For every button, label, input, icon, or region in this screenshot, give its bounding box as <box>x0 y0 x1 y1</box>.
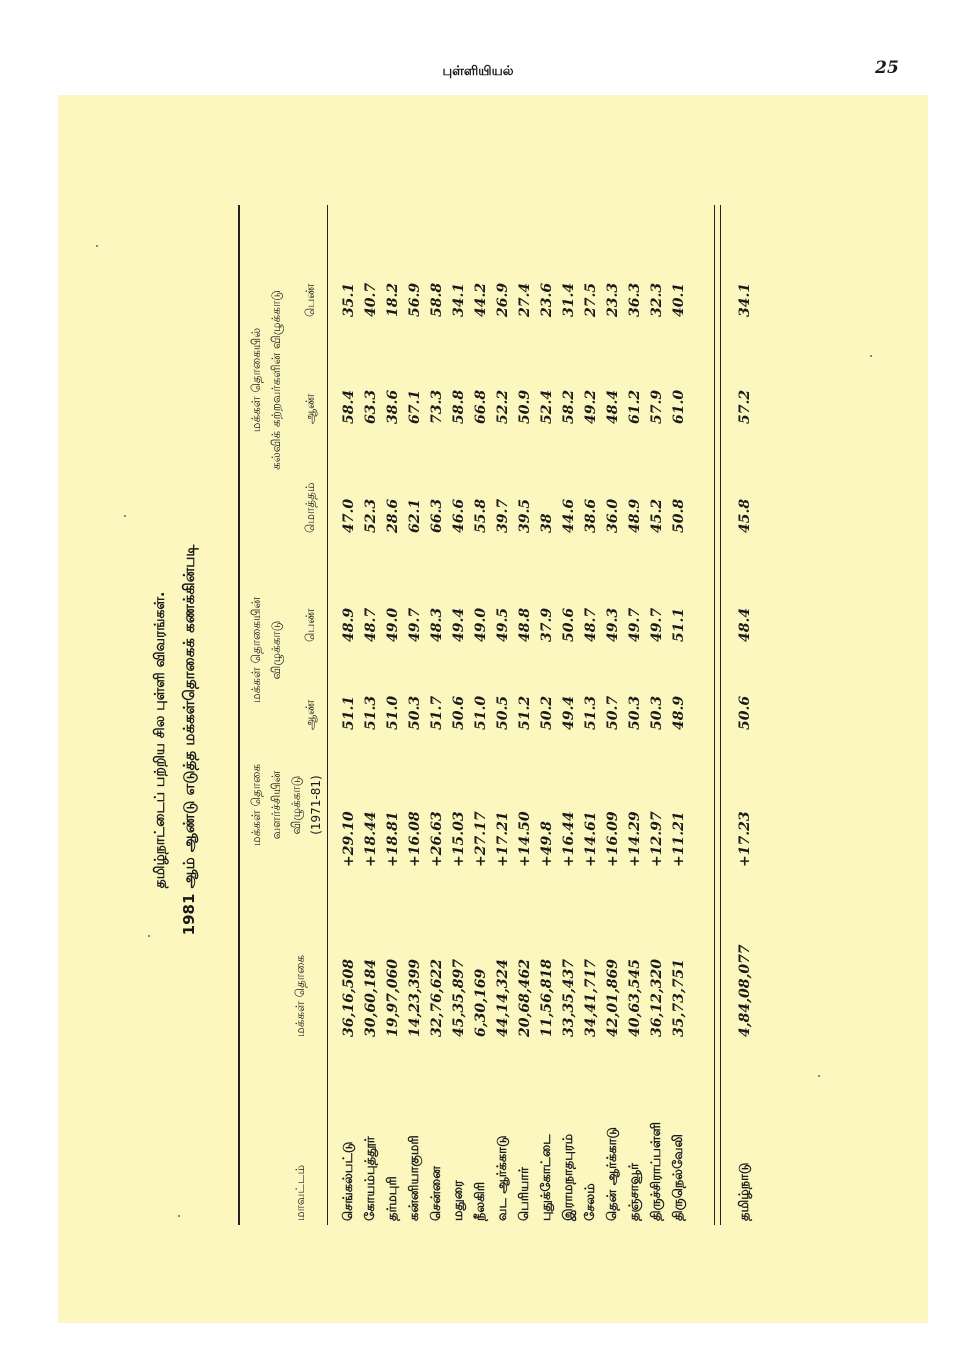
literacy-male: 52.2 <box>495 389 511 424</box>
district-name: நீலகிரி <box>473 1181 488 1221</box>
female-percent: 48.8 <box>517 607 533 642</box>
growth-value: +16.08 <box>407 811 423 867</box>
header-literacy-total: மொத்தம் <box>303 482 317 533</box>
header-rule <box>327 205 328 1225</box>
table-title: தமிழ்நாட்டைப் பற்றிய சில புள்ளி விவரங்கள். <box>152 591 168 889</box>
table-row <box>558 205 580 1275</box>
table-row <box>602 205 624 1275</box>
paper-speck <box>870 355 872 357</box>
total-male-percent: 50.6 <box>737 695 753 730</box>
literacy-male: 58.2 <box>561 389 577 424</box>
table-row <box>580 205 602 1275</box>
literacy-female: 56.9 <box>407 282 423 317</box>
literacy-male: 49.2 <box>583 389 599 424</box>
district-name: செங்கல்பட்டு <box>341 1141 356 1221</box>
female-percent: 49.7 <box>627 607 643 642</box>
literacy-male: 57.9 <box>649 389 665 424</box>
literacy-female: 36.3 <box>627 282 643 317</box>
district-name: திருச்சிராப்பள்ளி <box>649 1121 664 1221</box>
female-percent: 49.4 <box>451 607 467 642</box>
population-value: 20,68,462 <box>517 959 533 1037</box>
literacy-male: 61.0 <box>671 389 687 424</box>
total-label: தமிழ்நாடு <box>737 1162 752 1221</box>
female-percent: 48.7 <box>363 607 379 642</box>
district-name: திருநெல்வேலி <box>671 1134 686 1221</box>
total-row <box>734 205 756 1275</box>
population-value: 6,30,169 <box>473 968 489 1037</box>
female-percent: 48.3 <box>429 607 445 642</box>
population-value: 36,12,320 <box>649 959 665 1037</box>
district-name: மதுரை <box>451 1180 466 1221</box>
total-literacy-male: 57.2 <box>737 389 753 424</box>
literacy-total: 66.3 <box>429 498 445 533</box>
literacy-female: 26.9 <box>495 282 511 317</box>
paper-speck <box>818 1075 820 1077</box>
total-female-percent: 48.4 <box>737 607 753 642</box>
male-percent: 50.5 <box>495 695 511 730</box>
table-row <box>492 205 514 1275</box>
literacy-male: 58.8 <box>451 389 467 424</box>
header-growth: மக்கள் தொகை வளர்ச்சியின் விழுக்காடு (1971-81) <box>249 763 323 847</box>
page-header <box>0 58 966 88</box>
literacy-female: 23.3 <box>605 282 621 317</box>
female-percent: 37.9 <box>539 607 555 642</box>
literacy-total: 48.9 <box>627 498 643 533</box>
population-value: 33,35,437 <box>561 959 577 1037</box>
male-percent: 50.7 <box>605 695 621 730</box>
growth-value: +14.29 <box>627 811 643 867</box>
female-percent: 51.1 <box>671 607 687 642</box>
population-value: 34,41,717 <box>583 959 599 1037</box>
growth-value: +16.44 <box>561 811 577 867</box>
literacy-male: 52.4 <box>539 389 555 424</box>
table-row <box>646 205 668 1275</box>
growth-value: +17.21 <box>495 811 511 867</box>
female-percent: 49.0 <box>473 607 489 642</box>
literacy-male: 63.3 <box>363 389 379 424</box>
female-percent: 49.3 <box>605 607 621 642</box>
literacy-total: 39.7 <box>495 498 511 533</box>
female-percent: 48.9 <box>341 607 357 642</box>
population-value: 45,35,897 <box>451 959 467 1037</box>
literacy-male: 66.8 <box>473 389 489 424</box>
growth-value: +18.81 <box>385 811 401 867</box>
header-female: பெண் <box>303 608 317 642</box>
literacy-female: 32.3 <box>649 282 665 317</box>
paper-speck <box>124 515 126 517</box>
male-percent: 50.2 <box>539 695 555 730</box>
population-value: 36,16,508 <box>341 959 357 1037</box>
table-row <box>382 205 404 1275</box>
male-percent: 50.6 <box>451 695 467 730</box>
literacy-female: 35.1 <box>341 282 357 317</box>
header-literacy-male: ஆண் <box>303 393 317 424</box>
literacy-male: 48.4 <box>605 389 621 424</box>
literacy-female: 27.5 <box>583 282 599 317</box>
district-name: தர்மபுரி <box>385 1176 400 1221</box>
table-top-rule <box>238 205 240 1225</box>
growth-value: +12.97 <box>649 811 665 867</box>
table-row <box>448 205 470 1275</box>
table-row <box>470 205 492 1275</box>
district-name: வட ஆர்க்காடு <box>495 1135 510 1221</box>
header-district: மாவட்டம் <box>293 1164 307 1221</box>
growth-value: +14.61 <box>583 811 599 867</box>
growth-value: +49.8 <box>539 821 555 867</box>
population-value: 32,76,622 <box>429 959 445 1037</box>
literacy-total: 39.5 <box>517 498 533 533</box>
table-row <box>338 205 360 1275</box>
literacy-male: 58.4 <box>341 389 357 424</box>
male-percent: 51.1 <box>341 695 357 730</box>
header-male: ஆண் <box>303 699 317 730</box>
literacy-male: 38.6 <box>385 389 401 424</box>
literacy-female: 34.1 <box>451 282 467 317</box>
header-population: மக்கள் தொகை <box>293 954 307 1037</box>
header-literacy-female: பெண் <box>303 283 317 317</box>
literacy-male: 67.1 <box>407 389 423 424</box>
literacy-total: 38.6 <box>583 498 599 533</box>
population-value: 42,01,869 <box>605 959 621 1037</box>
female-percent: 48.7 <box>583 607 599 642</box>
district-name: கன்னியாகுமரி <box>407 1135 422 1221</box>
table-row <box>624 205 646 1275</box>
district-name: சேலம் <box>583 1183 598 1221</box>
table-row <box>404 205 426 1275</box>
growth-value: +14.50 <box>517 811 533 867</box>
district-name: இராமநாதபுரம் <box>561 1133 576 1221</box>
female-percent: 49.7 <box>407 607 423 642</box>
literacy-male: 61.2 <box>627 389 643 424</box>
literacy-total: 55.8 <box>473 498 489 533</box>
population-value: 11,56,818 <box>539 959 555 1037</box>
district-name: புதுக்கோட்டை <box>539 1134 554 1221</box>
growth-value: +18.44 <box>363 811 379 867</box>
literacy-total: 52.3 <box>363 498 379 533</box>
literacy-female: 27.4 <box>517 282 533 317</box>
literacy-female: 58.8 <box>429 282 445 317</box>
population-value: 14,23,399 <box>407 959 423 1037</box>
district-name: தென் ஆர்க்காடு <box>605 1127 620 1221</box>
male-percent: 51.3 <box>583 695 599 730</box>
literacy-total: 47.0 <box>341 498 357 533</box>
rotated-table <box>142 205 782 1275</box>
district-name: தஞ்சாவூர் <box>627 1163 642 1221</box>
literacy-female: 40.7 <box>363 282 379 317</box>
population-value: 35,73,751 <box>671 959 687 1037</box>
table-row <box>426 205 448 1275</box>
table-row <box>514 205 536 1275</box>
table-subtitle: 1981 ஆம் ஆண்டு எடுத்த மக்கள்தொகைக் கணக்கின்படி <box>180 544 198 936</box>
male-percent: 51.2 <box>517 695 533 730</box>
population-value: 30,60,184 <box>363 959 379 1037</box>
male-percent: 51.7 <box>429 695 445 730</box>
male-percent: 48.9 <box>671 695 687 730</box>
total-rule <box>720 205 721 1225</box>
paper-speck <box>96 245 98 247</box>
literacy-female: 23.6 <box>539 282 555 317</box>
total-rule <box>714 205 715 1225</box>
total-literacy-female: 34.1 <box>737 282 753 317</box>
total-literacy: 45.8 <box>737 498 753 533</box>
female-percent: 49.0 <box>385 607 401 642</box>
population-value: 44,14,324 <box>495 959 511 1037</box>
growth-value: +11.21 <box>671 811 687 867</box>
header-literacy-group: மக்கள் தொகையில் கல்விக் கற்றவர்களின் விழுக்காடு <box>249 290 283 470</box>
male-percent: 50.3 <box>649 695 665 730</box>
table-row <box>360 205 382 1275</box>
literacy-total: 46.6 <box>451 498 467 533</box>
population-value: 19,97,060 <box>385 959 401 1037</box>
male-percent: 50.3 <box>627 695 643 730</box>
growth-value: +27.17 <box>473 811 489 867</box>
literacy-female: 31.4 <box>561 282 577 317</box>
female-percent: 49.7 <box>649 607 665 642</box>
literacy-total: 62.1 <box>407 498 423 533</box>
growth-value: +16.09 <box>605 811 621 867</box>
district-name: சென்னை <box>429 1166 444 1221</box>
literacy-total: 50.8 <box>671 498 687 533</box>
table-row <box>536 205 558 1275</box>
header-sex-ratio-group: மக்கள் தொகையின் விழுக்காடு <box>249 596 283 704</box>
literacy-total: 45.2 <box>649 498 665 533</box>
table-row <box>668 205 690 1275</box>
growth-value: +26.63 <box>429 811 445 867</box>
running-title: புள்ளியியல் <box>442 64 514 79</box>
literacy-total: 28.6 <box>385 498 401 533</box>
literacy-total: 44.6 <box>561 498 577 533</box>
growth-value: +15.03 <box>451 811 467 867</box>
male-percent: 49.4 <box>561 695 577 730</box>
total-population: 4,84,08,077 <box>737 944 753 1037</box>
literacy-female: 18.2 <box>385 282 401 317</box>
male-percent: 50.3 <box>407 695 423 730</box>
male-percent: 51.0 <box>473 695 489 730</box>
district-name: பெரியார் <box>517 1167 532 1221</box>
page-number: 25 <box>875 58 899 78</box>
total-growth: +17.23 <box>737 811 753 867</box>
growth-value: +29.10 <box>341 811 357 867</box>
female-percent: 49.5 <box>495 607 511 642</box>
female-percent: 50.6 <box>561 607 577 642</box>
district-name: கோயம்புத்தூர் <box>363 1136 378 1221</box>
population-value: 40,63,545 <box>627 959 643 1037</box>
literacy-total: 36.0 <box>605 498 621 533</box>
literacy-female: 40.1 <box>671 282 687 317</box>
literacy-male: 73.3 <box>429 389 445 424</box>
literacy-female: 44.2 <box>473 282 489 317</box>
literacy-male: 50.9 <box>517 389 533 424</box>
male-percent: 51.3 <box>363 695 379 730</box>
literacy-total: 38 <box>539 513 555 533</box>
table-sheet <box>58 95 928 1323</box>
male-percent: 51.0 <box>385 695 401 730</box>
